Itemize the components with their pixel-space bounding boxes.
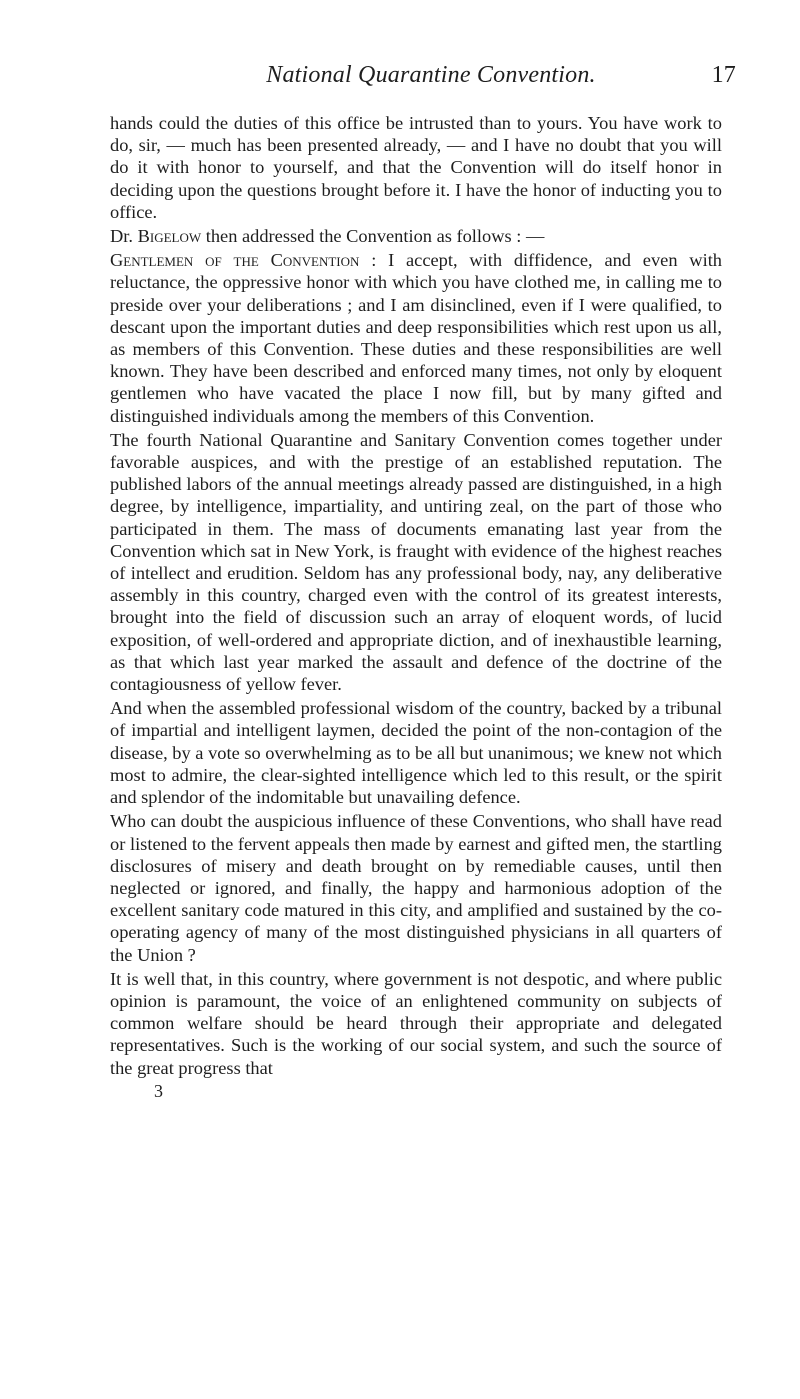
paragraph-3: Gentlemen of the Convention : I accept, with diffidence, and even with reluctance, the oppressive honor with which you have clothed me, in calling me to preside over your deliberations ; and I am disinclined, even if I were qualified, to descant upon the important duties and deep responsibilities which rest upon us all, as members of this Convention. These duties and these responsibilities are well known. They have been described and enforced many times, not only by eloquent gentlemen who have vacated the place I now fill, but by many gifted and distinguished individuals among the members of this Convention. <box>110 250 722 426</box>
address-opening: Gentlemen of the Convention <box>110 250 360 271</box>
page <box>110 62 736 1102</box>
paragraph-6: Who can doubt the auspicious influence of these Conventions, who shall have read or listened to the fervent appeals then made by earnest and gifted men, the startling disclosures of misery and death brought on by remediable causes, until then neglected or ignored, and finally, the happy and harmonious adoption of the excellent sanitary code matured in this city, and amplified and sustained by the co-operating agency of many of the most distinguished physicians in all quarters of the Union ? <box>110 811 722 965</box>
running-head-title: National Quarantine Convention. <box>266 62 596 88</box>
paragraph-2: Dr. Bigelow then addressed the Convention as follows : — <box>110 226 545 247</box>
body-text <box>110 112 722 1102</box>
running-head <box>110 62 736 96</box>
signature-mark: 3 <box>154 1080 163 1101</box>
paragraph-7: It is well that, in this country, where government is not despotic, and where public opinion is paramount, the voice of an enlightened community on subjects of common welfare should be heard through their appropriate and delegated representatives. Such is the working of our social system, and such the source of the great progress that <box>110 968 722 1078</box>
page-number: 17 <box>711 62 736 88</box>
paragraph-4: The fourth National Quarantine and Sanitary Convention comes together under favorable auspices, and with the prestige of an established reputation. The published labors of the annual meetings already passed are distinguished, in a high degree, by intelligence, impartiality, and untiring zeal, on the part of those who participated in them. The mass of documents emanating last year from the Convention which sat in New York, is fraught with evidence of the highest reaches of intellect and erudition. Seldom has any professional body, nay, any deliberative assembly in this country, charged even with the control of its greatest interests, brought into the field of discussion such an array of eloquent words, of lucid exposition, of well-ordered and appropriate diction, and of inexhaustible learning, as that which last year marked the assault and defence of the doctrine of the contagiousness of yellow fever. <box>110 429 722 695</box>
paragraph-5: And when the assembled professional wisdom of the country, backed by a tribunal of impartial and intelligent laymen, decided the point of the non-contagion of the disease, by a vote so overwhelming as to be all but unanimous; we knew not which most to admire, the clear-sighted intelligence which led to this result, or the spirit and splendor of the indomitable but unavailing defence. <box>110 698 722 808</box>
paragraph-1: hands could the duties of this office be intrusted than to yours. You have work to do, sir, — much has been presented already, — and I have no doubt that you will do it with honor to yourself, and that the Convention will do itself honor in deciding upon the questions brought before it. I have the honor of inducting you to office. <box>110 113 722 222</box>
speaker-name: Bigelow <box>137 226 202 247</box>
